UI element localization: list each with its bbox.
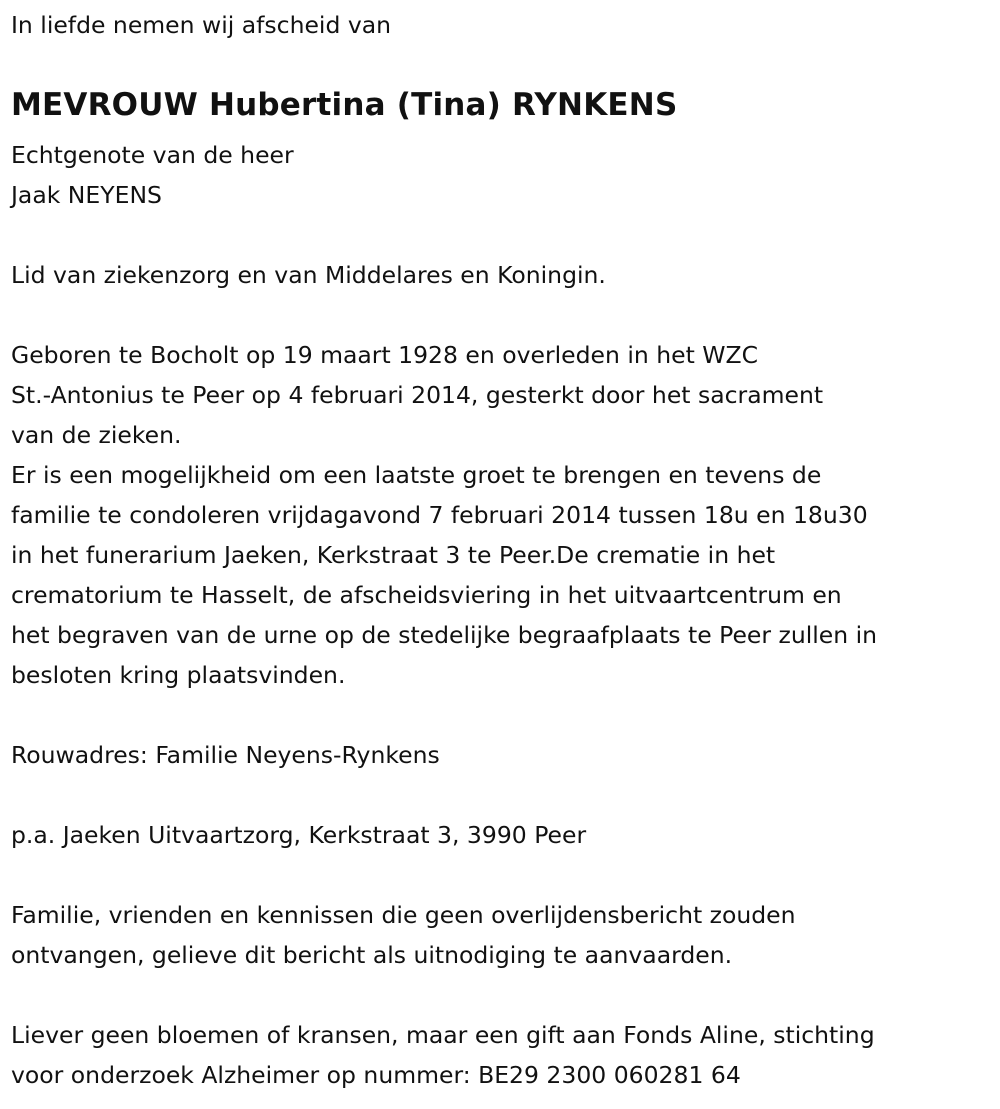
deceased-name: MEVROUW Hubertina (Tina) RYNKENS [11, 87, 678, 123]
details-paragraph [11, 335, 1000, 695]
details-line: Geboren te Bocholt op 19 maart 1928 en overleden in het WZC [11, 341, 759, 369]
details-line: crematorium te Hasselt, de afscheidsviering in het uitvaartcentrum en [11, 581, 842, 609]
donation-paragraph [11, 1015, 1000, 1095]
details-line: in het funerarium Jaeken, Kerkstraat 3 te Peer.De crematie in het [11, 541, 776, 569]
intro-text: In liefde nemen wij afscheid van [11, 11, 392, 39]
details-line: besloten kring plaatsvinden. [11, 661, 346, 689]
donation-line: Liever geen bloemen of kransen, maar een gift aan Fonds Aline, stichting [11, 1021, 875, 1049]
donation-line: voor onderzoek Alzheimer op nummer: BE29 2300 060281 64 [11, 1061, 741, 1089]
details-line: St.-Antonius te Peer op 4 februari 2014, gesterkt door het sacrament [11, 381, 824, 409]
invitation-line: ontvangen, gelieve dit bericht als uitnodiging te aanvaarden. [11, 941, 733, 969]
details-line: het begraven van de urne op de stedelijke begraafplaats te Peer zullen in [11, 621, 878, 649]
details-line: Er is een mogelijkheid om een laatste groet te brengen en tevens de [11, 461, 822, 489]
mourning-address: Rouwadres: Familie Neyens-Rynkens [11, 741, 440, 769]
details-line: van de zieken. [11, 421, 182, 449]
invitation-paragraph [11, 895, 1000, 975]
membership-text: Lid van ziekenzorg en van Middelares en Koningin. [11, 261, 606, 289]
spouse-line: Echtgenote van de heer [11, 141, 294, 169]
details-line: familie te condoleren vrijdagavond 7 februari 2014 tussen 18u en 18u30 [11, 501, 868, 529]
care-of-address: p.a. Jaeken Uitvaartzorg, Kerkstraat 3, 3990 Peer [11, 821, 587, 849]
invitation-line: Familie, vrienden en kennissen die geen overlijdensbericht zouden [11, 901, 796, 929]
spouse-name: Jaak NEYENS [11, 181, 162, 209]
